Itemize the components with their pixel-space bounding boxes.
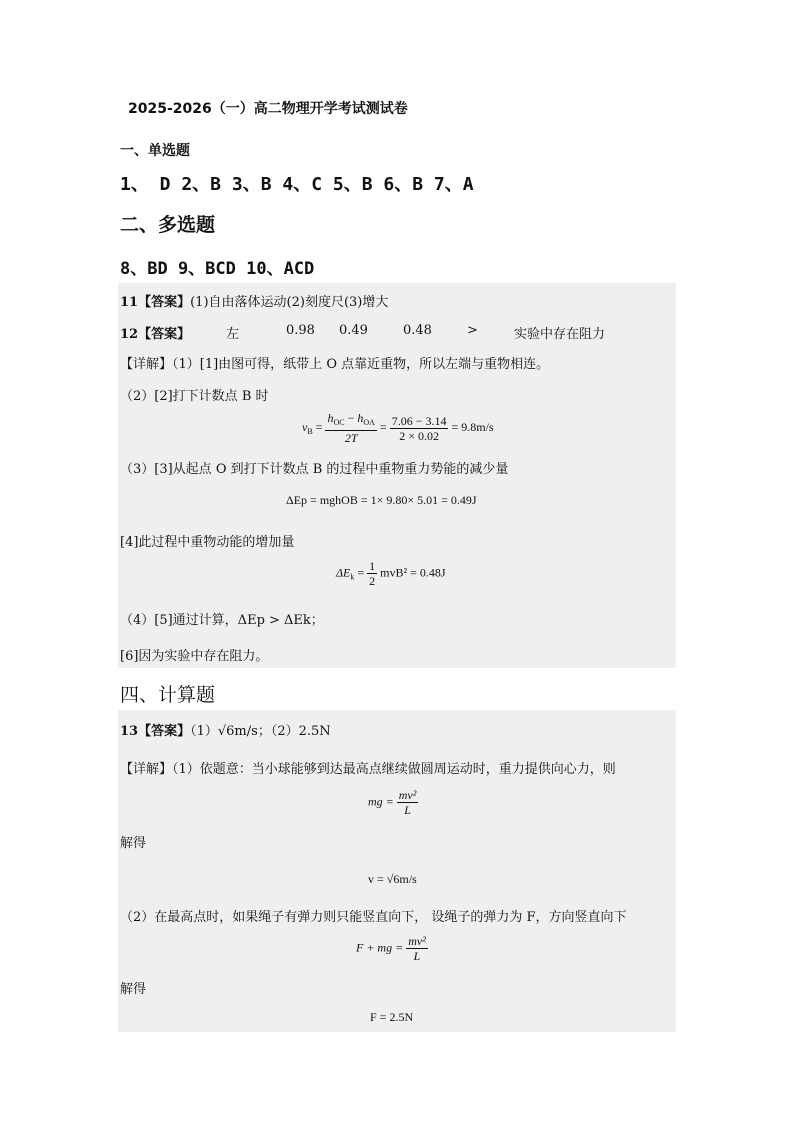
q12-answer-3: 0.49 (339, 323, 368, 338)
exam-title: 2025-2026（一）高二物理开学考试测试卷 (128, 101, 408, 117)
equation-mg-centripetal: mg = $\frac{\text{mv²}}{L}$ (368, 788, 417, 817)
ek-half-fraction: $\frac{1}{2}$ (369, 559, 376, 588)
q11-number: 11 (120, 295, 139, 310)
q12-answer-2: 0.98 (286, 323, 315, 338)
section-calculation-heading: 四、计算题 (120, 684, 216, 706)
q13-answer-line (120, 720, 331, 739)
q12-answer-line (120, 323, 190, 342)
q13-tag: 【答案】 (138, 724, 191, 739)
q12-tag: 【答案】 (138, 327, 191, 342)
q12-number: 12 (120, 327, 139, 342)
q13-answer-text: （1）√6m/s；（2）2.5N (190, 724, 331, 739)
q13-solve1: 解得 (120, 836, 147, 851)
mv2-over-l-fraction: $\frac{\text{mv²}}{L}$ (398, 788, 417, 817)
q11-q12-answer-block (118, 283, 676, 668)
equation-ep: ΔEp = mghOB = 1× 9.80× 5.01 = 0.49J (286, 493, 477, 507)
q13-answer-block (118, 710, 676, 1032)
single-choice-answers: 1、 D 2、B 3、B 4、C 5、B 6、B 7、A (120, 174, 474, 195)
q12-detail-intro: 【详解】（1）[1]由图可得，纸带上 O 点靠近重物，所以左端与重物相连。 (120, 357, 550, 372)
vb-fraction-numeric: $\frac{7.06 - 3.14}{2 \times 0.02}$ (391, 413, 447, 443)
q13-solve2: 解得 (120, 982, 147, 997)
equation-ek: $\Delta E_k$ = $\frac{1}{2}$ mvB² = 0.48J (336, 559, 446, 588)
section-single-choice-heading: 一、单选题 (120, 143, 190, 159)
q12-step3: （3）[3]从起点 O 到打下计数点 B 的过程中重物重力势能的减少量 (120, 462, 509, 477)
q13-detail1: 【详解】（1）依题意：当小球能够到达最高点继续做圆周运动时，重力提供向心力，则 (120, 762, 616, 777)
q12-answer-1: 左 (226, 327, 240, 342)
q11-answer-line (120, 291, 388, 310)
equation-v-result: v = √6m/s (368, 872, 417, 886)
q12-step4: [4]此过程中重物动能的增加量 (120, 535, 295, 550)
section-multi-choice-heading: 二、多选题 (120, 214, 216, 236)
q12-step6: [6]因为实验中存在阻力。 (120, 649, 269, 664)
equation-f-result: F = 2.5N (370, 1010, 414, 1024)
q11-tag: 【答案】 (138, 295, 191, 310)
q12-answer-5: > (467, 323, 478, 338)
q13-number: 13 (120, 724, 139, 739)
equation-vb: $v_B$ = $\frac{h_{OC} - h_{OA}}{2T}$ = $\frac{7.06 - 3.14}{2 \times 0.02}$ = 9.8m/s (302, 411, 494, 445)
q12-answer-6: 实验中存在阻力 (514, 327, 606, 342)
multi-choice-answers: 8、BD 9、BCD 10、ACD (120, 259, 315, 279)
equation-f-plus-mg: F + mg = $\frac{\text{mv²}}{L}$ (356, 934, 426, 963)
q12-step5: （4）[5]通过计算，ΔEp > ΔEk； (120, 613, 324, 628)
q11-text: (1)自由落体运动(2)刻度尺(3)增大 (190, 295, 389, 310)
vb-fraction-symbolic: $\frac{h_{OC} - h_{OA}}{2T}$ (327, 411, 375, 445)
f-mv2-over-l-fraction: $\frac{\text{mv²}}{L}$ (408, 934, 426, 963)
q13-detail2: （2）在最高点时，如果绳子有弹力则只能竖直向下， 设绳子的弹力为 F，方向竖直向下 (120, 910, 627, 925)
q12-answer-4: 0.48 (403, 323, 432, 338)
q12-step2: （2）[2]打下计数点 B 时 (120, 389, 269, 404)
